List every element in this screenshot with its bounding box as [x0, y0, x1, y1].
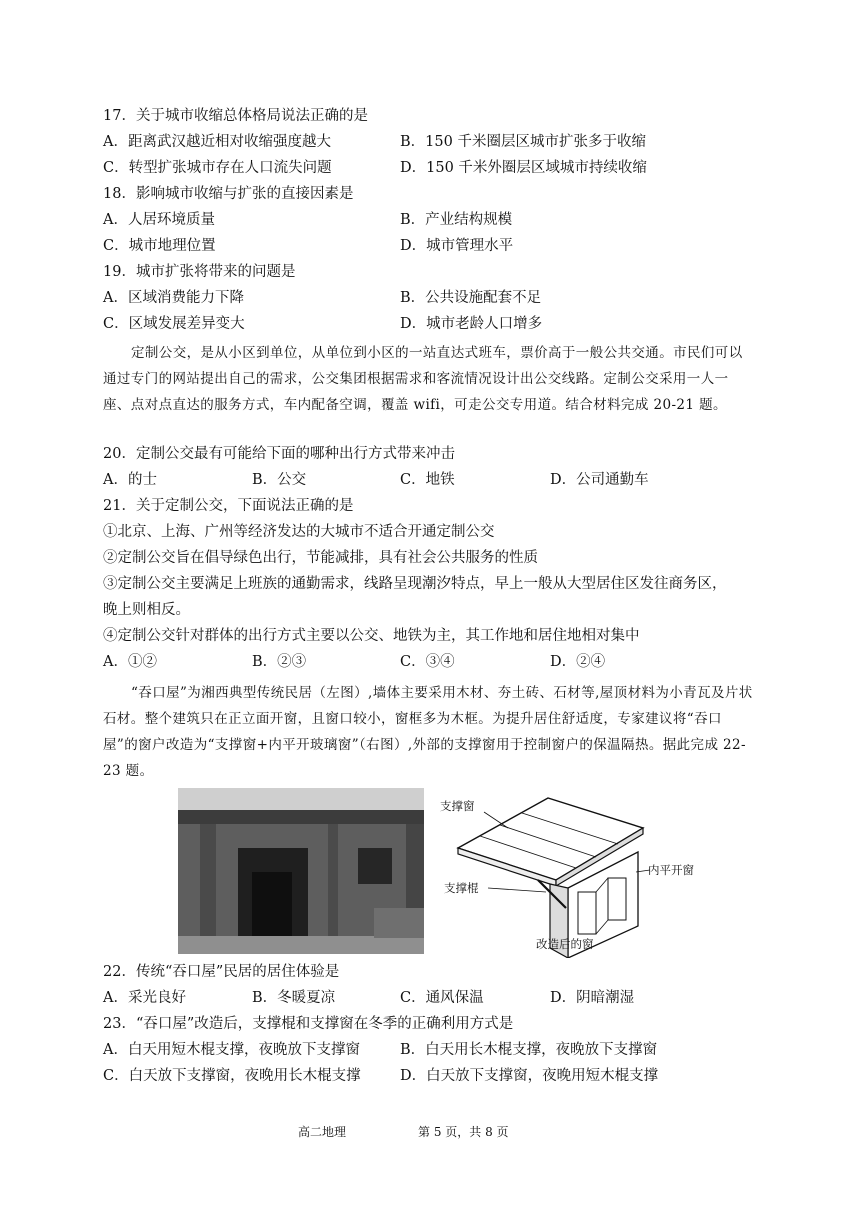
q23-option-c: C．白天放下支撑窗，夜晚用长木棍支撑 [103, 1068, 361, 1084]
q19-option-a: A．区域消费能力下降 [103, 290, 244, 306]
q19-option-b: B．公共设施配套不足 [400, 290, 542, 306]
footer-subject: 高二地理 [298, 1125, 347, 1139]
question-20-stem: 20．定制公交最有可能给下面的哪种出行方式带来冲击 [103, 446, 455, 462]
q19-option-d: D．城市老龄人口增多 [400, 316, 543, 332]
q21-option-d: D．②④ [550, 654, 606, 670]
label-inner-window: 内平开窗 [648, 863, 694, 877]
q21-statement-3: ③定制公交主要满足上班族的通勤需求，线路呈现潮汐特点，早上一般从大型居住区发往商务区， [103, 576, 727, 592]
question-17-stem: 17．关于城市收缩总体格局说法正确的是 [103, 108, 368, 124]
tunkou-house-photo [178, 788, 424, 954]
window-diagram [438, 788, 724, 958]
q21-statement-3-cont: 晚上则相反。 [103, 602, 190, 618]
q23-option-d: D．白天放下支撑窗，夜晚用短木棍支撑 [400, 1068, 659, 1084]
label-support-window: 支撑窗 [440, 799, 475, 813]
q22-option-b: B．冬暖夏凉 [252, 990, 336, 1006]
q17-option-d: D．150 千米外圈层区域城市持续收缩 [400, 160, 647, 176]
question-18-stem: 18．影响城市收缩与扩张的直接因素是 [103, 186, 354, 202]
q20-option-d: D．公司通勤车 [550, 472, 649, 488]
house-photo-drawing [178, 788, 424, 954]
q22-option-c: C．通风保温 [400, 990, 484, 1006]
q18-option-c: C．城市地理位置 [103, 238, 216, 254]
q20-option-a: A．的士 [103, 472, 157, 488]
q21-option-c: C．③④ [400, 654, 455, 670]
q17-option-c: C．转型扩张城市存在人口流失问题 [103, 160, 332, 176]
q23-option-b: B．白天用长木棍支撑，夜晚放下支撑窗 [400, 1042, 658, 1058]
question-22-stem: 22．传统“吞口屋”民居的居住体验是 [103, 964, 340, 980]
passage-custom-bus: 定制公交，是从小区到单位，从单位到小区的一站直达式班车，票价高于一般公共交通。市民们可以通过专门的网站提出自己的需求，公交集团根据需求和客流情况设计出公交线路。定制公交采用一人一座、点对点直达的服务方式，车内配备空调，覆盖 wifi，可走公交专用道。结合材料完成 20-21 题。 [103, 345, 743, 413]
q21-option-b: B．②③ [252, 654, 307, 670]
q17-option-a: A．距离武汉越近相对收缩强度越大 [103, 134, 331, 150]
q18-option-d: D．城市管理水平 [400, 238, 514, 254]
q21-statement-4: ④定制公交针对群体的出行方式主要以公交、地铁为主，其工作地和居住地相对集中 [103, 628, 640, 644]
q18-option-a: A．人居环境质量 [103, 212, 215, 228]
q20-option-c: C．地铁 [400, 472, 455, 488]
question-23-stem: 23．“吞口屋”改造后，支撑棍和支撑窗在冬季的正确利用方式是 [103, 1016, 514, 1032]
question-21-stem: 21．关于定制公交，下面说法正确的是 [103, 498, 354, 514]
label-support-stick: 支撑棍 [444, 881, 479, 895]
diagram-caption: 改造后的窗 [536, 937, 594, 951]
q21-option-a: A．①② [103, 654, 157, 670]
question-19-stem: 19．城市扩张将带来的问题是 [103, 264, 296, 280]
q17-option-b: B．150 千米圈层区城市扩张多于收缩 [400, 134, 646, 150]
q23-option-a: A．白天用短木棍支撑，夜晚放下支撑窗 [103, 1042, 360, 1058]
passage-tunkou-house: “吞口屋”为湘西典型传统民居（左图）,墙体主要采用木材、夯土砖、石材等,屋顶材料为小青瓦及片状石材。整个建筑只在正立面开窗，且窗口较小，窗框多为木框。为提升居住舒适度，专家建议将“吞口屋”的窗户改造为“支撑窗+内平开玻璃窗”（右图）,外部的支撑窗用于控制窗户的保温隔热。据此完成 22-23 题。 [103, 685, 753, 779]
q19-option-c: C．区域发展差异变大 [103, 316, 245, 332]
footer-page-number: 第 5 页，共 8 页 [418, 1125, 509, 1139]
q22-option-d: D．阴暗潮湿 [550, 990, 635, 1006]
q20-option-b: B．公交 [252, 472, 307, 488]
q21-statement-2: ②定制公交旨在倡导绿色出行，节能减排，具有社会公共服务的性质 [103, 550, 538, 566]
q18-option-b: B．产业结构规模 [400, 212, 513, 228]
q21-statement-1: ①北京、上海、广州等经济发达的大城市不适合开通定制公交 [103, 524, 495, 540]
q22-option-a: A．采光良好 [103, 990, 186, 1006]
